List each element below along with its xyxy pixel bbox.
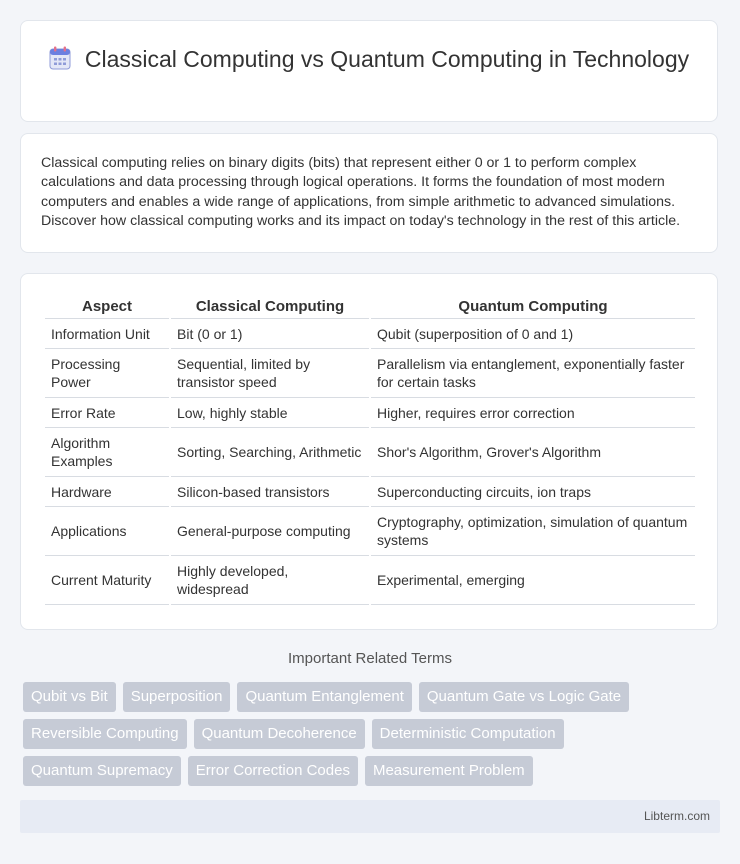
table-cell: Sequential, limited by transistor speed <box>171 349 369 398</box>
table-cell: Error Rate <box>45 398 169 428</box>
tag-measurement-problem[interactable]: Measurement Problem <box>365 756 533 786</box>
intro-paragraph: Classical computing relies on binary digits (bits) that represent either 0 or 1 to perform complex calculations and data processing through logical operations. It forms the foundation of most modern computers and enables a wide range of applications, from simple arithmetic to advanced simulations. Discover how classical computing works and its impact on today's technology in the rest of this article. <box>41 155 681 230</box>
table-cell: Algorithm Examples <box>45 428 169 477</box>
column-header: Quantum Computing <box>371 294 695 319</box>
tag-quantum-decoherence[interactable]: Quantum Decoherence <box>194 719 365 749</box>
table-row <box>45 477 695 507</box>
table-cell: Information Unit <box>45 319 169 349</box>
table-row <box>45 507 695 556</box>
table-cell: Shor's Algorithm, Grover's Algorithm <box>371 428 695 477</box>
tag-reversible-computing[interactable]: Reversible Computing <box>23 719 187 749</box>
page-title <box>21 45 717 74</box>
table-cell: Superconducting circuits, ion traps <box>371 477 695 507</box>
tag-quantum-gate-vs-logic-gate[interactable]: Quantum Gate vs Logic Gate <box>419 682 629 712</box>
tag-row <box>23 756 723 786</box>
table-row <box>45 349 695 398</box>
tag-quantum-supremacy[interactable]: Quantum Supremacy <box>23 756 181 786</box>
comparison-card <box>20 273 718 630</box>
table-cell: Highly developed, widespread <box>171 556 369 605</box>
table-cell: Hardware <box>45 477 169 507</box>
title-card <box>20 20 718 122</box>
table-cell: Silicon-based transistors <box>171 477 369 507</box>
related-terms <box>23 682 723 793</box>
tag-error-correction-codes[interactable]: Error Correction Codes <box>188 756 358 786</box>
tag-row <box>23 719 723 749</box>
tag-row <box>23 682 723 712</box>
table-row <box>45 428 695 477</box>
table-cell: Applications <box>45 507 169 556</box>
table-row <box>45 398 695 428</box>
table-cell: Qubit (superposition of 0 and 1) <box>371 319 695 349</box>
table-cell: Experimental, emerging <box>371 556 695 605</box>
footer-site-link[interactable]: Libterm.com <box>643 809 710 823</box>
table-cell: Current Maturity <box>45 556 169 605</box>
intro-card <box>20 133 718 253</box>
footer <box>20 800 720 833</box>
page-title-text: Classical Computing vs Quantum Computing in Technology <box>84 46 690 72</box>
tag-quantum-entanglement[interactable]: Quantum Entanglement <box>237 682 411 712</box>
related-terms-heading: Important Related Terms <box>288 650 452 667</box>
column-header: Classical Computing <box>171 294 369 319</box>
table-cell: Processing Power <box>45 349 169 398</box>
tag-superposition[interactable]: Superposition <box>123 682 231 712</box>
calendar-icon <box>49 46 71 70</box>
table-cell: Sorting, Searching, Arithmetic <box>171 428 369 477</box>
table-cell: Higher, requires error correction <box>371 398 695 428</box>
column-header: Aspect <box>45 294 169 319</box>
table-row <box>45 319 695 349</box>
table-row <box>45 556 695 605</box>
tag-qubit-vs-bit[interactable]: Qubit vs Bit <box>23 682 116 712</box>
table-header-row <box>45 294 695 319</box>
comparison-table <box>43 294 697 605</box>
tag-deterministic-computation[interactable]: Deterministic Computation <box>372 719 564 749</box>
table-cell: General-purpose computing <box>171 507 369 556</box>
table-cell: Low, highly stable <box>171 398 369 428</box>
table-cell: Cryptography, optimization, simulation of quantum systems <box>371 507 695 556</box>
table-cell: Bit (0 or 1) <box>171 319 369 349</box>
table-cell: Parallelism via entanglement, exponentially faster for certain tasks <box>371 349 695 398</box>
